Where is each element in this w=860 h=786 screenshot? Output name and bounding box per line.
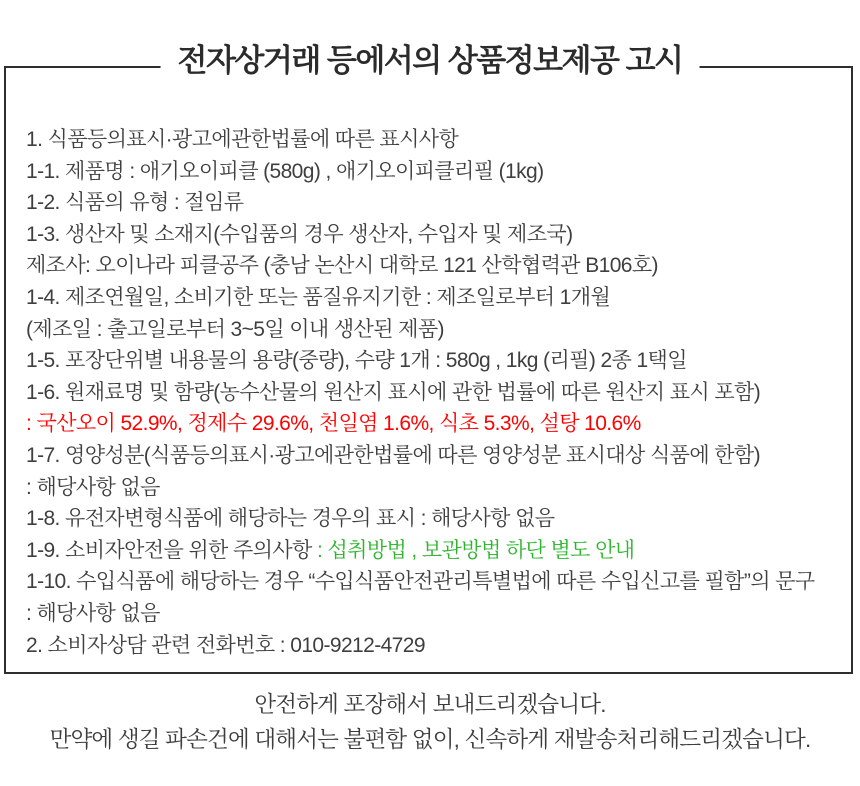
notice-line-segment: 1-2. 식품의 유형 : 절임류	[26, 191, 244, 215]
notice-line	[26, 187, 837, 219]
notice-line-segment: : 국산오이 52.9%, 정제수 29.6%, 천일염 1.6%, 식초 5.3%, 설탕 10.6%	[26, 412, 641, 436]
notice-line	[26, 503, 837, 535]
notice-line-segment: : 해당사항 없음	[26, 601, 160, 625]
notice-line-segment: : 해당사항 없음	[26, 475, 160, 499]
notice-line	[26, 535, 837, 567]
notice-line-segment: 1-7. 영양성분(식품등의표시·광고에관한법률에 따른 영양성분 표시대상 식품에 한함)	[26, 443, 761, 467]
notice-line-segment: 1-10. 수입식품에 해당하는 경우 “수입식품안전관리특별법에 따른 수입신고를 필함”의 문구	[26, 570, 815, 594]
notice-line	[26, 156, 837, 188]
notice-title: 전자상거래 등에서의 상품정보제공 고시	[161, 44, 700, 77]
notice-line-segment: 1-4. 제조연월일, 소비기한 또는 품질유지기한 : 제조일로부터 1개월	[26, 285, 611, 309]
notice-line	[26, 282, 837, 314]
notice-line	[26, 250, 837, 282]
notice-line-segment: 1-3. 생산자 및 소재지(수입품의 경우 생산자, 수입자 및 제조국)	[26, 222, 573, 246]
notice-line-segment: 1. 식품등의표시·광고에관한법률에 따른 표시사항	[26, 128, 459, 151]
footer-line-1: 안전하게 포장해서 보내드리겠습니다.	[254, 692, 606, 717]
notice-line	[26, 314, 837, 346]
notice-line	[26, 408, 837, 440]
notice-line	[26, 566, 837, 598]
notice-line-segment: 1-6. 원재료명 및 함량(농수산물의 원산지 표시에 관한 법률에 따른 원산지 표시 포함)	[26, 380, 761, 404]
notice-line	[26, 377, 837, 409]
notice-line-segment: 1-8. 유전자변형식품에 해당하는 경우의 표시 : 해당사항 없음	[26, 507, 555, 531]
notice-line-segment: : 섭취방법 , 보관방법 하단 별도 안내	[316, 538, 635, 562]
notice-line	[26, 124, 837, 156]
notice-line-segment: 2. 소비자상담 관련 전화번호 : 010-9212-4729	[26, 633, 425, 657]
notice-line	[26, 598, 837, 630]
notice-line-segment: 제조사: 오이나라 피클공주 (충남 논산시 대학로 121 산학협력관 B106호)	[26, 254, 658, 278]
notice-line	[26, 219, 837, 251]
notice-line	[26, 472, 837, 504]
notice-line	[26, 440, 837, 472]
notice-line-segment: 1-1. 제품명 : 애기오이피클 (580g) , 애기오이피클리필 (1kg)	[26, 159, 544, 183]
notice-line-segment: 1-9. 소비자안전을 위한 주의사항	[26, 538, 317, 562]
footer-message	[0, 687, 860, 757]
notice-lines	[4, 66, 853, 661]
notice-line-segment: 1-5. 포장단위별 내용물의 용량(중량), 수량 1개 : 580g , 1kg (리필) 2종 1택일	[26, 349, 687, 373]
notice-line-segment: (제조일 : 출고일로부터 3~5일 이내 생산된 제품)	[26, 317, 444, 341]
footer-line-2: 만약에 생길 파손건에 대해서는 불편함 없이, 신속하게 재발송처리해드리겠습니다.	[49, 727, 811, 752]
notice-line	[26, 630, 837, 662]
notice-line	[26, 345, 837, 377]
